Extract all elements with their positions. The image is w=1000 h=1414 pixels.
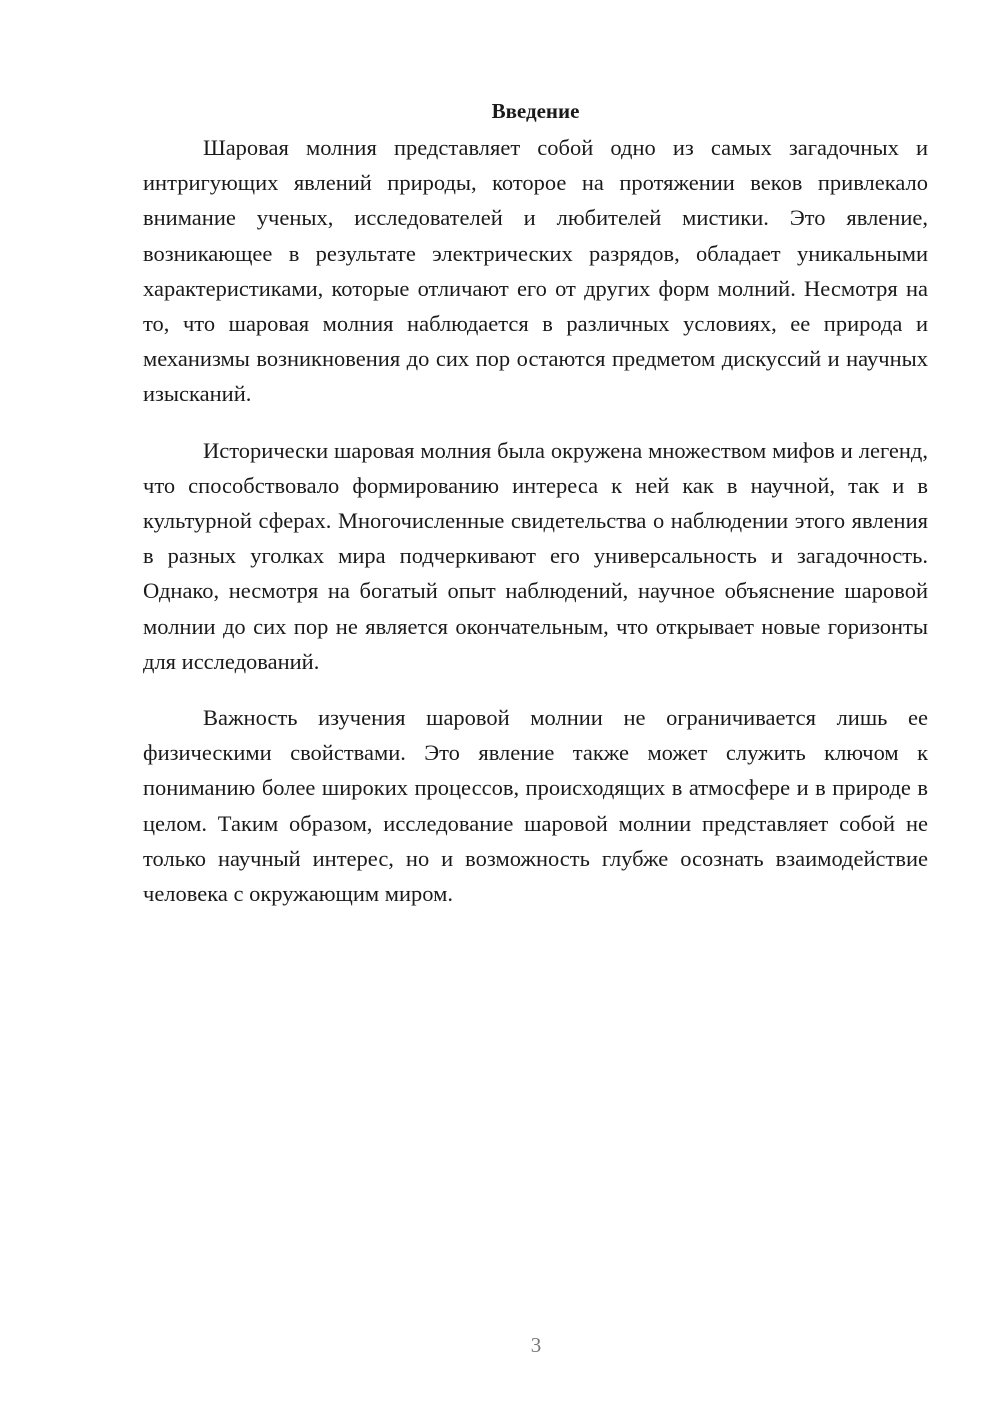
paragraph-2: Исторически шаровая молния была окружена множеством мифов и легенд, что способствовало формированию интереса к ней как в научной, так и в культурной сферах. Многочисленные свидетельства о наблюдении этого явления в разных уголках мира подчеркивают его универсальность и загадочность. Однако, несмотря на богатый опыт наблюдений, научное объяснение шаровой молнии до сих пор не является окончательным, что открывает новые горизонты для исследований. xyxy=(143,437,928,674)
page-body xyxy=(143,96,928,932)
paragraph-3: Важность изучения шаровой молнии не ограничивается лишь ее физическими свойствами. Это явление также может служить ключом к пониманию более широких процессов, происходящих в атмосфере и в природе в целом. Таким образом, исследование шаровой молнии представляет собой не только научный интерес, но и возможность глубже осознать взаимодействие человека с окружающим миром. xyxy=(143,705,928,907)
section-title: Введение xyxy=(491,99,580,123)
page-number: 3 xyxy=(530,1333,542,1357)
paragraph-1: Шаровая молния представляет собой одно из самых загадочных и интригующих явлений природы, которое на протяжении веков привлекало внимание ученых, исследователей и любителей мистики. Это явление, возникающее в результате электрических разрядов, обладает уникальными характеристиками, которые отличают его от других форм молний. Несмотря на то, что шаровая молния наблюдается в различных условиях, ее природа и механизмы возникновения до сих пор остаются предметом дискуссий и научных изысканий. xyxy=(143,135,928,407)
